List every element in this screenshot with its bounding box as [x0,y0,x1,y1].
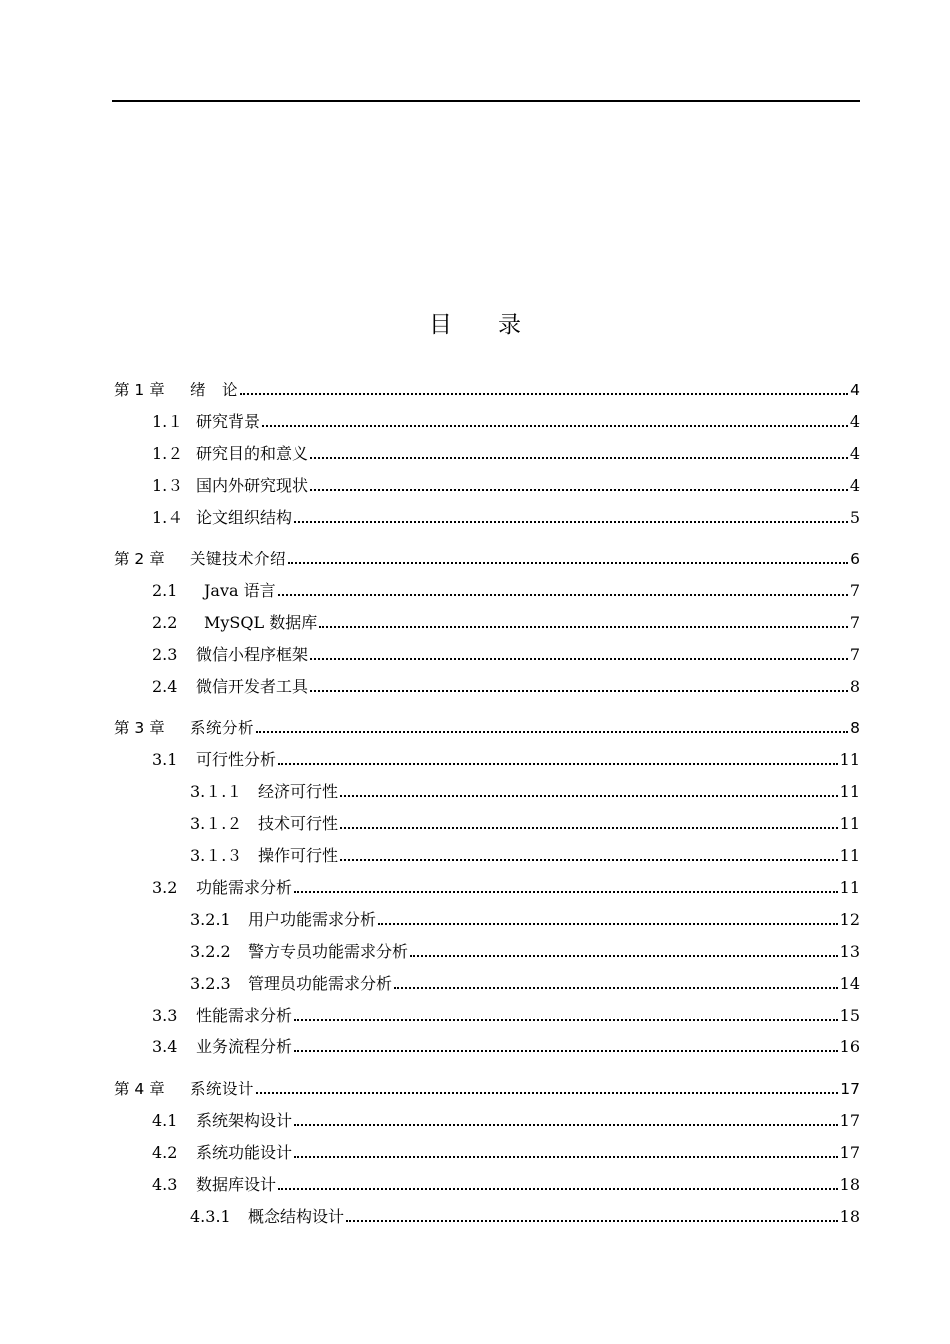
toc-entry-section[interactable] [152,472,860,496]
toc-entry-number: 1.３ [152,476,184,495]
toc-entry-title: 微信开发者工具 [196,677,309,696]
toc-entry-number: 4.1 [152,1111,178,1130]
dot-leader [256,731,848,733]
toc-entry-subsection[interactable] [190,970,860,994]
toc-entry-number: 1.１ [152,412,184,431]
toc-entry-number: 第 2 章 [114,550,165,568]
dot-leader [294,1156,838,1158]
dot-leader [410,955,838,957]
toc-entry-number: 3.１.３ [190,846,243,865]
toc-entry-number: 3.１.１ [190,782,243,801]
dot-leader [294,891,838,893]
toc-entry-page: 8 [849,677,860,696]
toc-entry-number: 2.2 [152,613,178,632]
toc-entry-page: 14 [839,974,860,993]
dot-leader [262,425,848,427]
toc-entry-title: 用户功能需求分析 [248,910,377,929]
toc-entry-page: 6 [850,550,860,568]
toc-entry-number: 3.１.２ [190,814,243,833]
toc-entry-page: 17 [840,1080,860,1098]
toc-entry-number: 第 4 章 [114,1080,165,1098]
toc-entry-title: 业务流程分析 [196,1037,293,1056]
toc-title-left: 目 [429,312,452,338]
toc-entry-section[interactable] [152,577,860,601]
toc-entry-title: 数据库设计 [196,1175,277,1194]
toc-entry-page: 5 [849,508,860,527]
toc-entry-page: 17 [839,1143,860,1162]
toc-entry-number: 2.1 [152,581,178,600]
toc-entry-number: 3.2 [152,878,178,897]
dot-leader [340,795,838,797]
toc-entry-page: 11 [839,750,860,769]
toc-entry-title: 系统功能设计 [196,1143,293,1162]
toc-title-right: 录 [498,312,521,338]
toc-entry-number: 2.3 [152,645,178,664]
toc-entry-page: 4 [849,412,860,431]
toc-entry-number: 3.4 [152,1037,178,1056]
dot-leader [319,626,848,628]
toc-entry-page: 12 [839,910,860,929]
toc-entry-title: 系统设计 [190,1080,255,1098]
dot-leader [278,594,848,596]
toc-entry-number: 1.４ [152,508,184,527]
dot-leader [310,457,848,459]
dot-leader [256,1092,838,1094]
toc-entry-chapter[interactable] [114,714,860,738]
toc-entry-title: 关键技术介绍 [190,550,287,568]
toc-entry-page: 11 [839,846,860,865]
toc-entry-title: Java 语言 [204,581,276,600]
toc-entry-page: 11 [839,814,860,833]
dot-leader [310,489,848,491]
toc-entry-number: 2.4 [152,677,178,696]
dot-leader [340,827,838,829]
toc-entry-section[interactable] [152,440,860,464]
toc-entry-title: 操作可行性 [258,846,339,865]
toc-entry-page: 11 [839,782,860,801]
toc-entry-subsection[interactable] [190,810,860,834]
toc-entry-section[interactable] [152,746,860,770]
toc-entry-title: 功能需求分析 [196,878,293,897]
dot-leader [294,521,848,523]
toc-entry-section[interactable] [152,609,860,633]
toc-entry-title: MySQL 数据库 [204,613,318,632]
toc-entry-section[interactable] [152,874,860,898]
dot-leader [378,923,838,925]
dot-leader [278,1188,838,1190]
toc-entry-page: 18 [839,1207,860,1226]
toc-entry-subsection[interactable] [190,842,860,866]
toc-entry-title: 管理员功能需求分析 [248,974,393,993]
toc-entry-section[interactable] [152,1107,860,1131]
toc-entry-title: 系统分析 [190,719,255,737]
toc-entry-section[interactable] [152,673,860,697]
toc-entry-title: 国内外研究现状 [196,476,309,495]
toc-entry-number: 4.3 [152,1175,178,1194]
toc-entry-section[interactable] [152,1139,860,1163]
toc-entry-page: 18 [839,1175,860,1194]
toc-entry-title: 微信小程序框架 [196,645,309,664]
toc-entry-title: 性能需求分析 [196,1006,293,1025]
toc-entry-page: 7 [849,645,860,664]
toc-entry-number: 3.2.1 [190,910,231,929]
toc-entry-section[interactable] [152,641,860,665]
dot-leader [294,1124,838,1126]
toc-entry-chapter[interactable] [114,545,860,569]
toc-entry-title: 警方专员功能需求分析 [248,942,409,961]
toc-entry-title: 技术可行性 [258,814,339,833]
toc-entry-page: 4 [850,381,860,399]
dot-leader [288,562,848,564]
toc-entry-section[interactable] [152,1002,860,1026]
toc-entry-number: 4.2 [152,1143,178,1162]
dot-leader [278,763,838,765]
dot-leader [310,658,848,660]
toc-entry-title: 论文组织结构 [196,508,293,527]
toc-entry-title: 研究背景 [196,412,261,431]
toc-entry-title: 经济可行性 [258,782,339,801]
toc-entry-page: 13 [839,942,860,961]
toc-entry-number: 3.2.2 [190,942,231,961]
toc-entry-section[interactable] [152,1171,860,1195]
toc-entry-title: 系统架构设计 [196,1111,293,1130]
toc-entry-page: 15 [839,1006,860,1025]
dot-leader [294,1019,838,1021]
toc-entry-number: 第 3 章 [114,719,165,737]
dot-leader [394,987,838,989]
toc-entry-title: 研究目的和意义 [196,444,309,463]
toc-entry-number: 3.1 [152,750,178,769]
toc-entry-number: 3.3 [152,1006,178,1025]
toc-entry-chapter[interactable] [114,1075,860,1099]
toc-entry-subsection[interactable] [190,778,860,802]
toc-entry-number: 第 1 章 [114,381,165,399]
toc-entry-page: 8 [850,719,860,737]
toc-entry-section[interactable] [152,408,860,432]
toc-entry-subsection[interactable] [190,938,860,962]
toc-entry-page: 7 [849,613,860,632]
toc-entry-number: 4.3.1 [190,1207,231,1226]
dot-leader [340,859,838,861]
toc-entry-section[interactable] [152,504,860,528]
toc-entry-section[interactable] [152,1033,860,1057]
toc-entry-number: 1.２ [152,444,184,463]
dot-leader [346,1220,838,1222]
toc-entry-subsection[interactable] [190,906,860,930]
toc-entry-page: 11 [839,878,860,897]
dot-leader [294,1050,838,1052]
toc-entry-chapter[interactable] [114,376,860,400]
toc-entry-page: 7 [849,581,860,600]
dot-leader [240,393,848,395]
toc-entry-page: 16 [839,1037,860,1056]
toc-entry-page: 4 [849,476,860,495]
dot-leader [310,690,848,692]
toc-entry-subsection[interactable] [190,1203,860,1227]
toc-entry-page: 17 [839,1111,860,1130]
toc-entry-page: 4 [849,444,860,463]
toc-entry-number: 3.2.3 [190,974,231,993]
toc-entry-title: 概念结构设计 [248,1207,345,1226]
toc-entry-title: 可行性分析 [196,750,277,769]
toc-entry-title: 绪 论 [190,381,239,399]
